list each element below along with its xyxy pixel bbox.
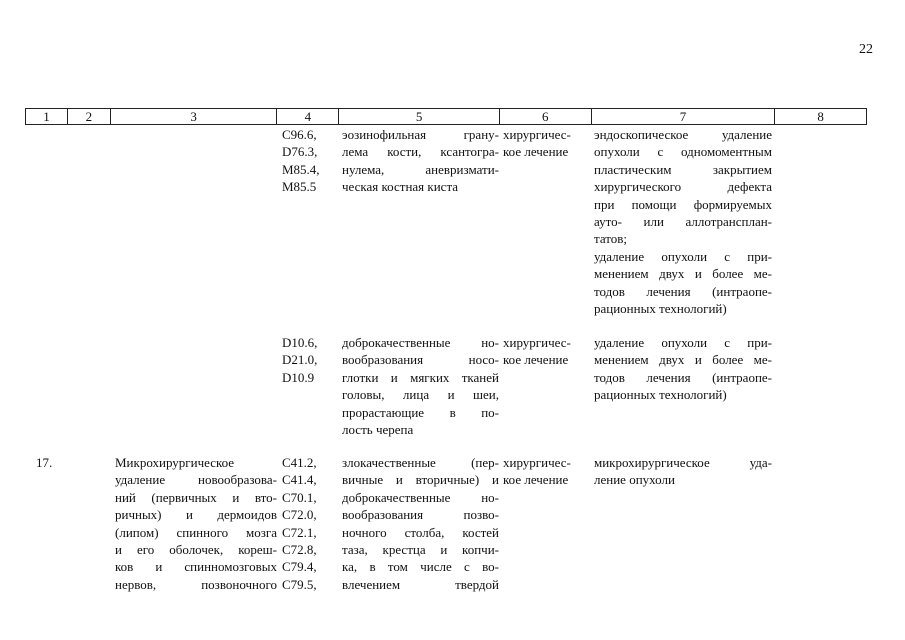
text-line: нервов, позвоночного — [115, 576, 277, 592]
text-line: кое лечение — [503, 472, 569, 488]
text-line: кое лечение — [503, 352, 569, 368]
text-line: ление опухоли — [594, 472, 675, 488]
row-b-treatment — [503, 334, 589, 369]
header-col-7: 7 — [592, 109, 776, 124]
code: C96.6, — [282, 127, 317, 142]
header-col-8: 8 — [817, 109, 824, 124]
text-line: удаление новообразова- — [115, 472, 277, 488]
row-b-method — [594, 334, 772, 404]
text-line: пластическим закрытием — [594, 161, 772, 177]
row-b-codes — [282, 334, 338, 386]
text-line: эозинофильная грану- — [342, 127, 499, 142]
row-c-disease — [342, 454, 499, 593]
page-number: 22 — [859, 42, 873, 57]
text-line: (липом) спинного мозга — [115, 524, 277, 540]
text-line: ний (первичных и вто- — [115, 489, 277, 505]
header-col-4: 4 — [277, 109, 339, 124]
text-line: доброкачественные но- — [342, 489, 499, 505]
text-line: ческая костная киста — [342, 179, 459, 195]
text-line: лость черепа — [342, 422, 414, 438]
row-c-codes — [282, 454, 338, 593]
text-line: головы, лица и шеи, — [342, 387, 499, 403]
text-line: тодов лечения (интраопе- — [594, 283, 772, 299]
text-line: хирургичес- — [503, 335, 571, 350]
text-line: тодов лечения (интраопе- — [594, 369, 772, 385]
text-line: доброкачественные но- — [342, 335, 499, 350]
text-line: прорастающие в по- — [342, 404, 499, 420]
text-line: хирургического дефекта — [594, 179, 772, 195]
row-a-treatment — [503, 126, 589, 161]
text-line: вичные и вторичные) и — [342, 472, 499, 488]
text-line: эндоскопическое удаление — [594, 127, 772, 142]
code: C72.1, — [282, 524, 317, 540]
text-line: и его оболочек, кореш- — [115, 542, 277, 558]
text-line: удаление опухоли с при- — [594, 335, 772, 350]
text-line: ауто- или аллотрансплан- — [594, 214, 772, 230]
text-line: кое лечение — [503, 144, 569, 160]
code: D10.9 — [282, 369, 315, 385]
code: M85.5 — [282, 179, 317, 195]
row-c-method — [594, 454, 772, 489]
code: C79.5, — [282, 576, 317, 592]
row-c-name — [115, 454, 277, 593]
text-line: рационных технологий) — [594, 387, 727, 403]
row-b-disease — [342, 334, 499, 438]
text-line: при помощи формируемых — [594, 196, 772, 212]
row-a-disease — [342, 126, 499, 196]
header-col-2: 2 — [68, 109, 111, 124]
text-line: ночного столба, костей — [342, 524, 499, 540]
code: C41.2, — [282, 455, 317, 470]
text-line: глотки и мягких тканей — [342, 369, 499, 385]
table-header-row — [25, 108, 867, 125]
text-line: менением двух и более ме- — [594, 352, 772, 368]
code: D10.6, — [282, 335, 318, 350]
text-line: хирургичес- — [503, 127, 571, 142]
row-a-codes — [282, 126, 338, 196]
code: C70.1, — [282, 489, 317, 505]
code: C72.8, — [282, 542, 317, 558]
text-line: татов; — [594, 231, 628, 247]
row-c-number: 17. — [36, 455, 53, 470]
text-line: вообразования носо- — [342, 352, 499, 368]
code: D76.3, — [282, 144, 318, 160]
text-line: опухоли с одномоментным — [594, 144, 772, 160]
code: C72.0, — [282, 507, 317, 523]
text-line: вообразования позво- — [342, 507, 499, 523]
code: D21.0, — [282, 352, 318, 368]
text-line: микрохирургическое уда- — [594, 455, 772, 470]
text-line: ричных) и дермоидов — [115, 507, 277, 523]
text-line: влечением твердой — [342, 576, 499, 592]
text-line: Микрохирургическое — [115, 455, 235, 470]
code: C41.4, — [282, 472, 317, 488]
text-line: таза, крестца и копчи- — [342, 542, 499, 558]
text-line: ка, в том числе с во- — [342, 559, 499, 575]
header-col-6: 6 — [500, 109, 592, 124]
header-col-5: 5 — [339, 109, 500, 124]
text-line: менением двух и более ме- — [594, 266, 772, 282]
text-line: хирургичес- — [503, 455, 571, 470]
text-line: злокачественные (пер- — [342, 455, 499, 470]
text-line: ков и спинномозговых — [115, 559, 277, 575]
text-line: удаление опухоли с при- — [594, 248, 772, 264]
text-line: лема кости, ксантогра- — [342, 144, 499, 160]
header-col-3: 3 — [111, 109, 278, 124]
text-line: рационных технологий) — [594, 301, 727, 317]
row-c-treatment — [503, 454, 589, 489]
header-col-1: 1 — [26, 109, 68, 124]
code: M85.4, — [282, 161, 320, 177]
text-line: нулема, аневризмати- — [342, 161, 499, 177]
row-a-method — [594, 126, 772, 317]
code: C79.4, — [282, 559, 317, 575]
